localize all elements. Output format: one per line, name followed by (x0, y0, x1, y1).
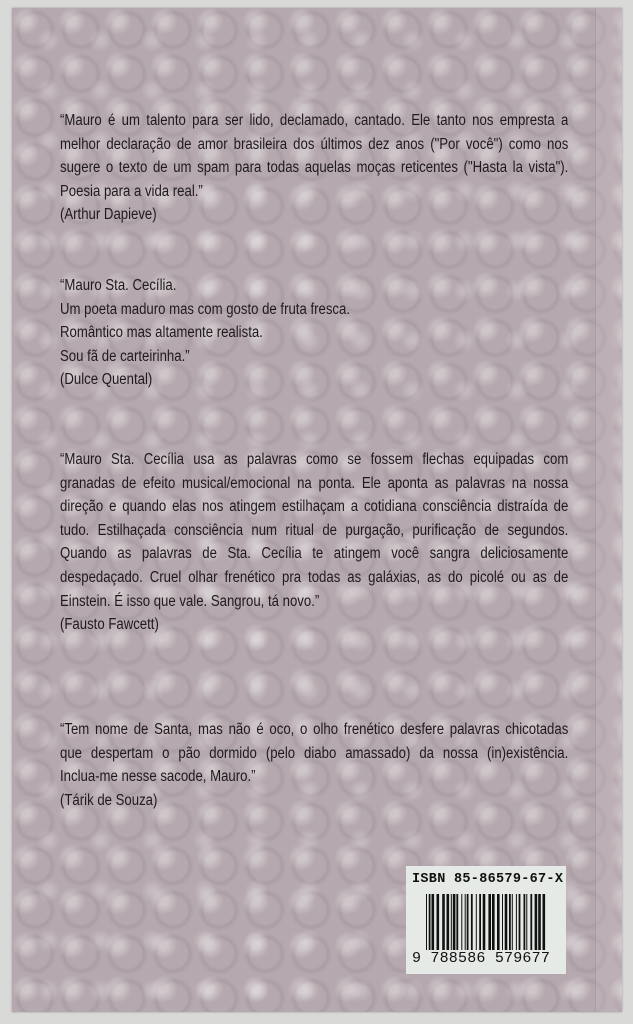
quote-line: Romântico mas altamente realista. (60, 324, 263, 342)
barcode-bar (519, 894, 521, 954)
barcode-bar (502, 894, 503, 954)
barcode-bar (442, 894, 445, 954)
quote-line: “Tem nome de Santa, mas não é oco, o olho frenético desfere palavras chicotadas (60, 721, 569, 738)
quote-line: “Mauro Sta. Cecília usa as palavras como se fossem flechas equipadas com (60, 451, 569, 468)
book-back-cover (12, 8, 622, 1012)
book-spine-edge (595, 8, 622, 1012)
quote-author: (Fausto Fawcett) (60, 616, 159, 634)
barcode-bar (476, 894, 477, 954)
barcode-bar (530, 894, 532, 954)
barcode-bar (492, 894, 495, 954)
barcode-bar (451, 894, 452, 954)
barcode-bar (429, 894, 431, 954)
barcode-bar (512, 894, 513, 954)
quote-line: Poesia para a vida real.” (60, 182, 203, 200)
isbn-number: ISBN 85-86579-67-X (412, 872, 564, 887)
barcode-bar (471, 894, 473, 954)
barcode-bar (453, 894, 456, 954)
quote-fausto-fawcett (60, 448, 568, 637)
quote-line: sugere o texto de um spam para todas aquelas moças reticentes ("Hasta la vista"). (60, 159, 569, 177)
barcode-bar (467, 894, 469, 954)
quote-line: melhor declaração de amor brasileira dos últimos dez anos ("Por você") como nos (60, 135, 569, 153)
barcode-bar (447, 894, 450, 954)
quote-line: despedaçado. Cruel olhar frenético pra todas as galáxias, as do picolé ou as de (60, 568, 569, 586)
barcode-bar (432, 894, 435, 954)
quote-line: que despertam o pão dormido (pelo diabo amassado) da nossa (in)existência. (60, 744, 569, 762)
quote-line: Inclua-me nesse sacode, Mauro.” (60, 768, 256, 786)
barcode-bar (526, 894, 527, 954)
barcode-bar (535, 894, 538, 954)
quote-line: Um poeta maduro mas com gosto de fruta fresca. (60, 300, 350, 318)
quote-line: tudo. Estilhaçada consciência num ritual de purgação, purificação de segundos. (60, 521, 569, 539)
quote-line: direção e quando elas nos atingem estilhaçam a cotidiana consciência distraída de (60, 498, 569, 516)
quote-line: “Mauro Sta. Cecília. (60, 277, 177, 294)
barcode-bar (456, 894, 458, 954)
barcode-bar (488, 894, 491, 954)
barcode-bar (465, 894, 466, 954)
barcode-bar (426, 894, 427, 954)
barcode-icon (426, 894, 548, 954)
barcode-bar (538, 894, 541, 954)
barcode-bar (497, 894, 500, 954)
barcode-bar (461, 894, 462, 954)
quote-line: Sou fã de carteirinha.” (60, 347, 190, 365)
ean-number: 9 788586 579677 (412, 950, 551, 967)
quote-dulce-quental (60, 274, 568, 392)
quote-line: “Mauro é um talento para ser lido, declamado, cantado. Ele tanto nos empresta a (60, 112, 569, 129)
barcode-bar (543, 894, 546, 954)
barcode-bar (516, 894, 517, 954)
barcode-bar (524, 894, 526, 954)
quote-author: (Arthur Dapieve) (60, 206, 157, 224)
barcode-bar (479, 894, 481, 954)
barcode-bar (483, 894, 486, 954)
barcode-bar (437, 894, 440, 954)
quote-line: Einstein. É isso que vale. Sangrou, tá novo.” (60, 592, 320, 610)
quote-line: granadas de efeito musical/emocional na ponta. Ele aponta as palavras na nossa (60, 474, 569, 492)
quote-author: (Tárik de Souza) (60, 791, 158, 809)
isbn-barcode-label (406, 866, 566, 974)
barcode-bar (505, 894, 508, 954)
quote-arthur-dapieve (60, 109, 568, 227)
quote-author: (Dulce Quental) (60, 371, 153, 389)
quote-line: Quando as palavras de Sta. Cecília te atingem você sangra deliciosamente (60, 545, 569, 563)
barcode-bar (509, 894, 511, 954)
quote-tarik-de-souza (60, 718, 568, 812)
